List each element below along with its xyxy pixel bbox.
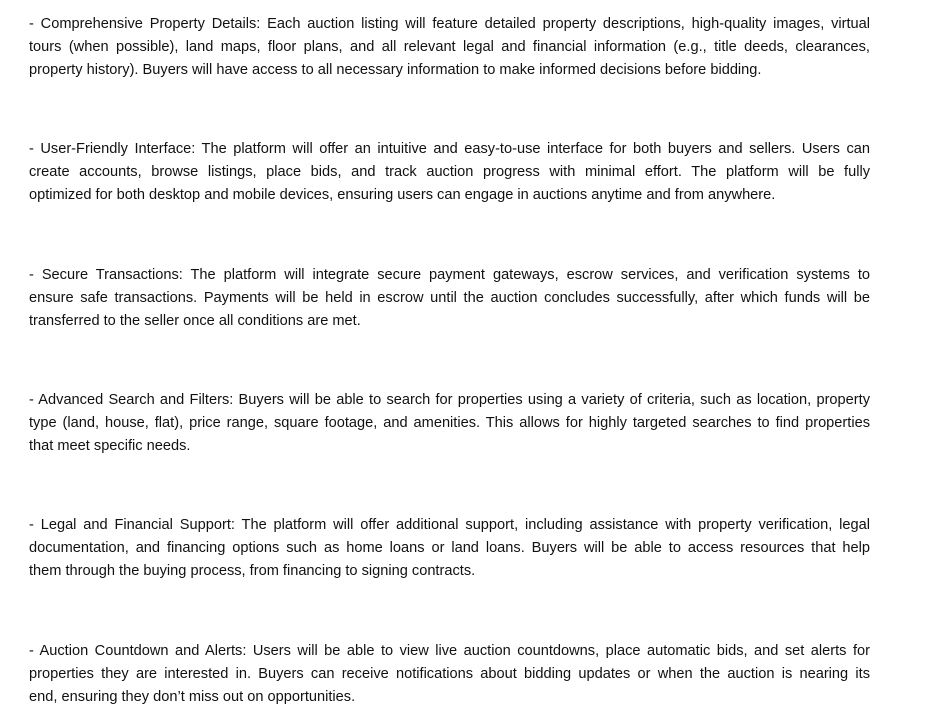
paragraph-line: - Advanced Search and Filters: Buyers will be able to search for properties using a variety of criteria, such as location, property [29,392,870,408]
paragraph-advanced-search-and-filters [29,389,870,458]
paragraph-comprehensive-property-details [29,13,870,82]
paragraph-line: - User-Friendly Interface: The platform will offer an intuitive and easy-to-use interface for both buyers and sellers. Users can [29,141,870,157]
paragraph-line: - Legal and Financial Support: The platform will offer additional support, including assistance with property verification, legal [29,517,870,533]
paragraph-user-friendly-interface [29,138,870,207]
paragraph-line: end, ensuring they don’t miss out on opportunities. [29,689,356,705]
paragraph-secure-transactions [29,264,870,333]
paragraph-line: tours (when possible), land maps, floor plans, and all relevant legal and financial information (e.g., title deeds, clearances, [29,39,870,55]
paragraph-line: properties they are interested in. Buyers can receive notifications about bidding updates or when the auction is nearing its [29,666,870,682]
paragraph-legal-and-financial-support [29,514,870,583]
paragraph-line: them through the buying process, from financing to signing contracts. [29,563,476,579]
paragraph-line: - Comprehensive Property Details: Each auction listing will feature detailed property descriptions, high-quality images, virtual [29,16,870,32]
paragraph-line: documentation, and financing options such as home loans or land loans. Buyers will be able to access resources that help [29,540,870,556]
paragraph-line: transferred to the seller once all conditions are met. [29,313,361,329]
paragraph-auction-countdown-and-alerts [29,640,870,709]
paragraph-line: optimized for both desktop and mobile devices, ensuring users can engage in auctions anytime and from anywhere. [29,187,776,203]
paragraph-line: that meet specific needs. [29,438,191,454]
paragraph-line: property history). Buyers will have access to all necessary information to make informed decisions before bidding. [29,62,762,78]
paragraph-line: type (land, house, flat), price range, square footage, and amenities. This allows for highly targeted searches to find properties [29,415,870,431]
paragraph-line: - Secure Transactions: The platform will integrate secure payment gateways, escrow services, and verification systems to [29,267,870,283]
paragraph-line: - Auction Countdown and Alerts: Users will be able to view live auction countdowns, place automatic bids, and set alerts for [29,643,870,659]
paragraph-line: ensure safe transactions. Payments will be held in escrow until the auction concludes successfully, after which funds will be [29,290,870,306]
paragraph-line: create accounts, browse listings, place bids, and track auction progress with minimal effort. The platform will be fully [29,164,870,180]
